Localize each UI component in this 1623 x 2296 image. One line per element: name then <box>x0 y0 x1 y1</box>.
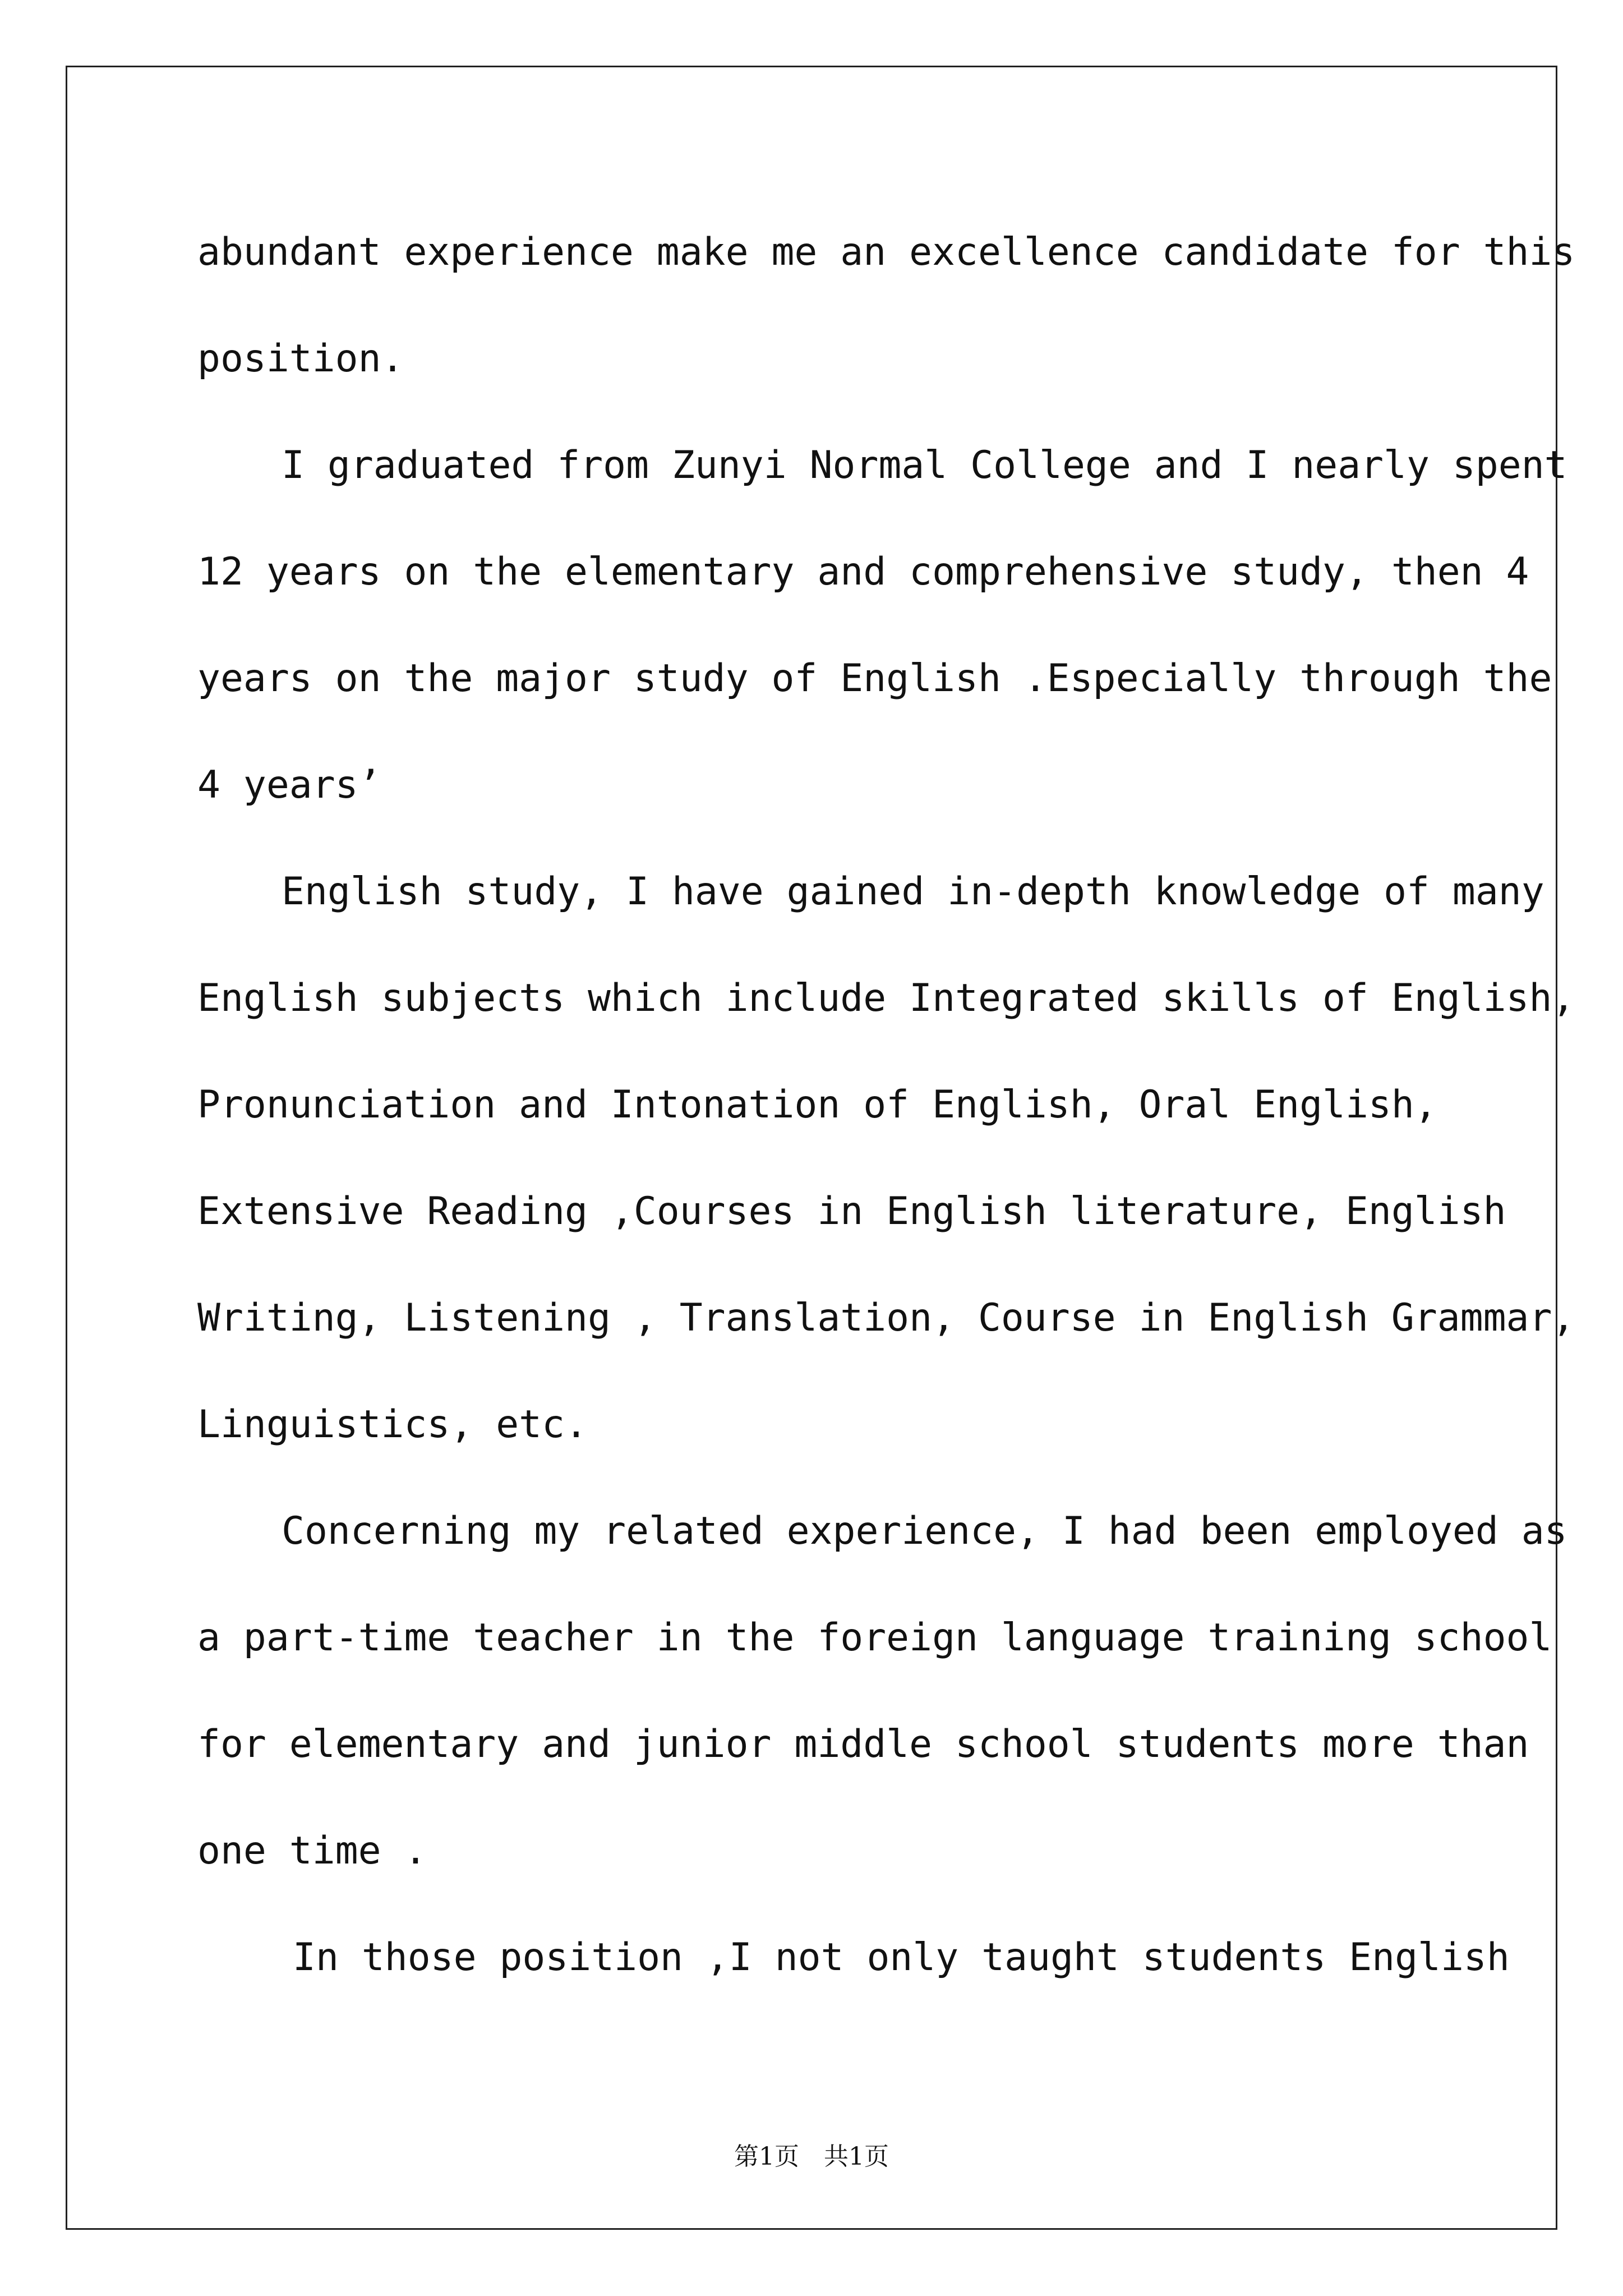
text-line: 4 years’ <box>197 763 381 807</box>
text-line: a part-time teacher in the foreign language training school <box>197 1616 1552 1660</box>
text-line: Extensive Reading ,Courses in English literature, English <box>197 1189 1506 1234</box>
text-line: Concerning my related experience, I had been employed as <box>282 1509 1567 1553</box>
text-line: Writing, Listening , Translation, Course in English Grammar, <box>197 1296 1575 1340</box>
document-body <box>197 216 1575 2028</box>
text-line: abundant experience make me an excellence candidate for this <box>197 230 1575 274</box>
text-line: I graduated from Zunyi Normal College and I nearly spent <box>282 443 1567 487</box>
text-line: years on the major study of English .Especially through the <box>197 656 1552 701</box>
text-line: position. <box>197 337 404 381</box>
text-line: one time . <box>197 1829 427 1873</box>
text-line: English study, I have gained in-depth knowledge of many <box>282 869 1544 914</box>
text-line: English subjects which include Integrated skills of English, <box>197 976 1575 1020</box>
text-line: Pronunciation and Intonation of English, Oral English, <box>197 1083 1437 1127</box>
text-line: In those position ,I not only taught students English <box>293 1935 1510 1980</box>
text-line: Linguistics, etc. <box>197 1402 588 1447</box>
text-line: for elementary and junior middle school students more than <box>197 1722 1529 1766</box>
page-number-footer: 第1页 共1页 <box>734 2142 889 2171</box>
text-line: 12 years on the elementary and comprehensive study, then 4 <box>197 550 1529 594</box>
